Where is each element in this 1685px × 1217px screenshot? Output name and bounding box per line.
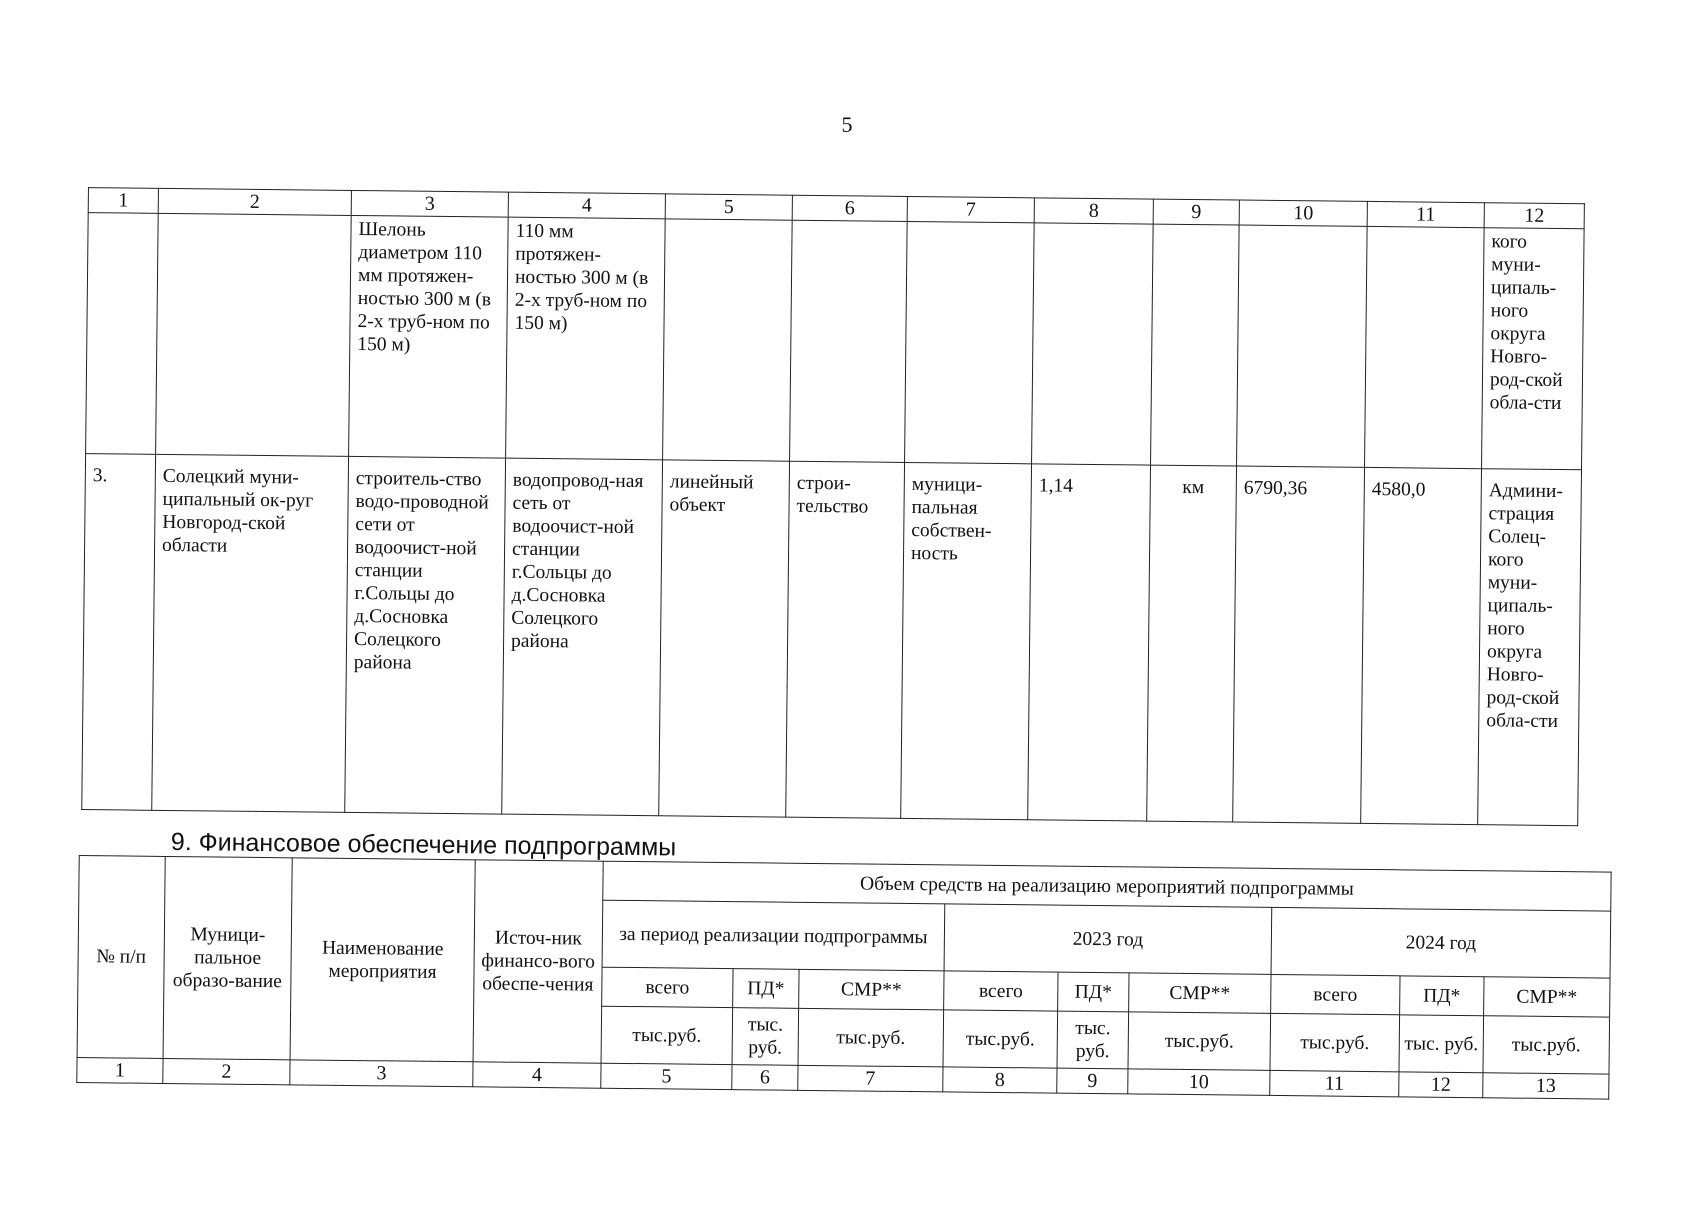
header-smr: СМР** [1484, 977, 1610, 1017]
header-unit: тыс.руб. [1483, 1016, 1610, 1074]
header-pd: ПД* [1058, 972, 1129, 1012]
column-number: 8 [943, 1067, 1057, 1093]
table-cell: Солецкий муни-ципальный ок-руг Новгород-ской области [152, 454, 349, 812]
header-unit: тыс.руб. [1128, 1012, 1271, 1071]
column-number: 4 [508, 192, 665, 219]
row-number: 3. [82, 454, 156, 811]
column-number: 4 [473, 1062, 601, 1088]
header-smr: СМР** [799, 969, 944, 1010]
table-cell: 4580,0 [1361, 467, 1482, 824]
header-smr: СМР** [1129, 973, 1271, 1014]
column-number: 13 [1483, 1073, 1609, 1099]
table-cell: км [1147, 465, 1237, 822]
header-total: всего [602, 967, 733, 1007]
header-unit: тыс.руб. [601, 1006, 733, 1064]
table-cell [1365, 226, 1485, 468]
objects-table [81, 187, 1585, 826]
column-number: 11 [1367, 201, 1484, 227]
column-number: 9 [1153, 199, 1239, 225]
table-cell [1151, 224, 1240, 466]
header-unit: тыс.руб. [798, 1008, 944, 1067]
table-cell: 1,14 [1028, 464, 1151, 821]
table-cell [156, 213, 352, 456]
header-municipality: Муници-пальное образо-вание [163, 856, 292, 1059]
column-number: 6 [792, 195, 907, 221]
header-volume: Объем средств на реализацию мероприятий подпрограммы [603, 861, 1611, 911]
header-total: всего [944, 971, 1058, 1011]
table-cell: водопровод-ная сеть от водоочист-ной станции г.Сольцы до д.Сосновка Солецкого района [502, 458, 663, 816]
header-unit: тыс. руб. [1399, 1015, 1484, 1073]
table-row [86, 213, 1585, 470]
header-source: Источ-ник финансо-вого обеспе-чения [473, 860, 603, 1063]
column-number: 5 [601, 1063, 732, 1089]
header-total: всего [1271, 974, 1400, 1014]
column-number: 7 [907, 196, 1034, 222]
table-row [82, 454, 1582, 826]
page-number: 5 [841, 112, 853, 137]
column-number: 12 [1484, 203, 1584, 229]
header-year-2024: 2024 год [1271, 907, 1611, 978]
table-cell: строи-тельство [786, 461, 905, 818]
column-number: 5 [665, 194, 792, 220]
column-number: 2 [158, 188, 351, 215]
column-number: 12 [1399, 1072, 1483, 1098]
column-number: 2 [163, 1058, 290, 1084]
table-cell: Шелонь диаметром 110 мм протяжен-ностью 300 м (в 2-х труб-ном по 150 м) [349, 215, 509, 458]
table-cell [905, 221, 1035, 463]
column-number: 3 [290, 1060, 473, 1087]
column-number: 10 [1239, 200, 1367, 226]
header-pd: ПД* [733, 969, 799, 1009]
header-year-2023: 2023 год [944, 904, 1272, 975]
header-num: № п/п [77, 856, 165, 1059]
table-cell: 110 мм протяжен-ностью 300 м (в 2-х труб-ном по 150 м) [506, 217, 666, 460]
column-number: 10 [1128, 1069, 1270, 1096]
table-cell: муници-пальная собствен-ность [901, 462, 1032, 819]
section-title: 9. Финансовое обеспечение подпрограммы [170, 828, 677, 862]
table-cell [663, 219, 793, 461]
header-pd: ПД* [1400, 976, 1484, 1016]
header-unit: тыс. руб. [732, 1008, 799, 1066]
table-cell [1032, 223, 1154, 465]
table-cell: Админи-страция Солец-кого муни-ципаль-ного округа Новго-род-ской обла-сти [1478, 469, 1582, 826]
header-unit: тыс.руб. [943, 1010, 1058, 1068]
table-cell [86, 213, 159, 455]
column-number: 11 [1270, 1070, 1399, 1096]
column-number: 9 [1057, 1068, 1128, 1094]
column-number: 7 [798, 1065, 943, 1092]
table-cell [790, 220, 908, 462]
financing-table [76, 855, 1611, 1100]
header-unit: тыс. руб. [1057, 1011, 1129, 1069]
table-cell [1237, 225, 1368, 467]
table-cell: линейный объект [659, 460, 790, 817]
table-cell: кого муни-ципаль-ного округа Новго-род-ской обла-сти [1482, 228, 1585, 470]
header-period: за период реализации подпрограммы [602, 900, 945, 971]
table-cell: строитель-ство водо-проводной сети от водоочист-ной станции г.Сольцы до д.Сосновка Солецкого района [345, 456, 506, 814]
column-number: 6 [732, 1065, 798, 1091]
table-cell: 6790,36 [1233, 466, 1365, 823]
header-unit: тыс.руб. [1270, 1013, 1400, 1071]
column-number: 8 [1034, 198, 1153, 224]
column-number: 1 [77, 1058, 163, 1084]
header-event-name: Наименование мероприятия [290, 858, 475, 1062]
column-number: 1 [88, 188, 158, 214]
column-number: 3 [351, 190, 508, 217]
